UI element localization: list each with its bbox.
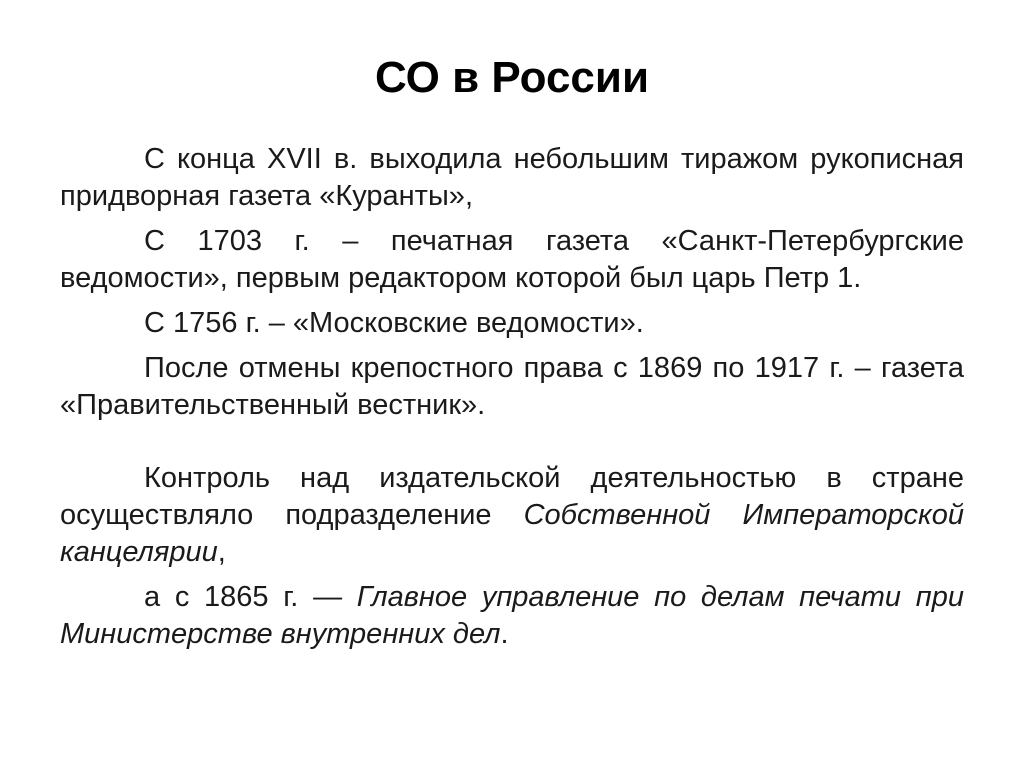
slide-title: СО в России bbox=[375, 53, 649, 102]
paragraph-main-directorate bbox=[60, 579, 964, 653]
paragraph-control-text: Контроль над издательской деятельностью в стране осуществляло подразделение bbox=[60, 462, 964, 531]
paragraph-kuranty: С конца XVII в. выходила небольшим тиражом рукописная придворная газета «Куранты», bbox=[60, 143, 964, 212]
paragraph-pravitelstvenny-vestnik: После отмены крепостного права с 1869 по 1917 г. – газета «Правительственный вестник». bbox=[60, 352, 964, 421]
paragraph-moskovskie-vedomosti: С 1756 г. – «Московские ведомости». bbox=[144, 307, 644, 339]
paragraph-main-directorate-tail: . bbox=[500, 618, 509, 650]
paragraph-main-directorate-text: а с 1865 г. — bbox=[144, 581, 357, 613]
slide-body bbox=[60, 141, 964, 653]
paragraph-control-italic: Собственной Императорской канцелярии bbox=[60, 499, 964, 568]
paragraph-control bbox=[60, 460, 964, 571]
paragraph-spb-vedomosti: С 1703 г. – печатная газета «Санкт-Петербургские ведомости», первым редактором которой был царь Петр 1. bbox=[60, 225, 964, 294]
paragraph-control-tail: , bbox=[217, 536, 226, 568]
paragraph-main-directorate-italic: Главное управление по делам печати при Министерстве внутренних дел bbox=[60, 581, 964, 650]
